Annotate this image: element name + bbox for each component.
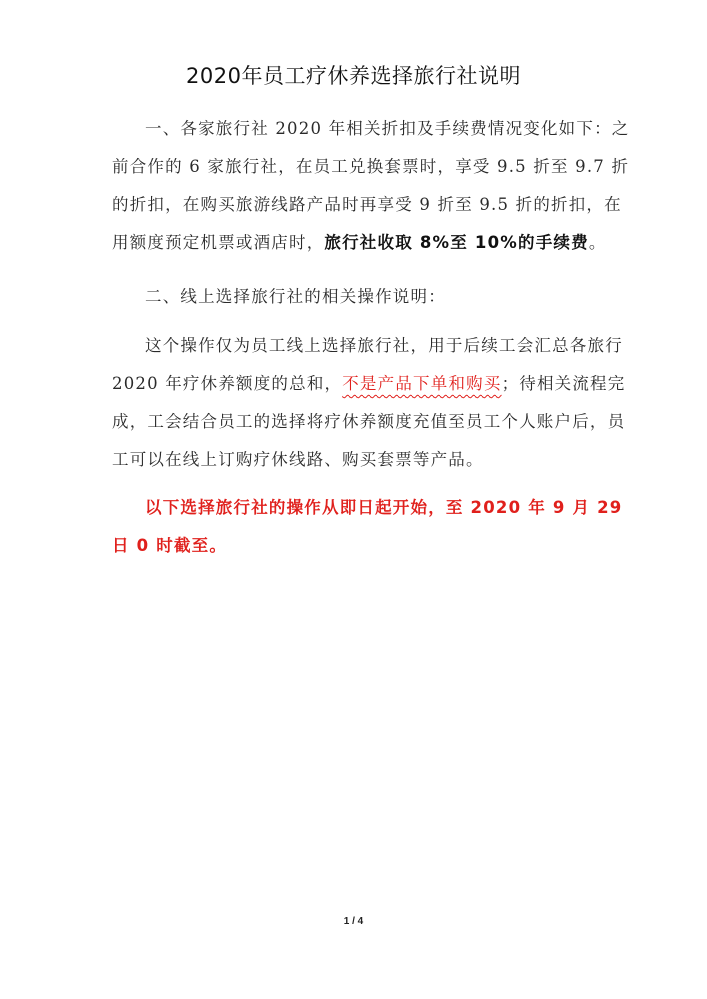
section-1-end: 。	[588, 233, 607, 252]
section-2-heading: 二、线上选择旅行社的相关操作说明：	[145, 287, 446, 306]
section-3-text-before: 这个操作仅为员工线上选择旅行社，用于后续工会汇总各旅行 2020 年疗休养额度的总和，	[112, 336, 623, 393]
section-3-paragraph	[112, 327, 634, 479]
section-1-paragraph	[112, 110, 634, 262]
section-3-text-after: ；待相关流程完成，工会结合员工的选择将疗休养额度充值至员工个人账户后，员工可以在线上订购疗休线路、购买套票等产品。	[112, 374, 626, 469]
not-order-highlight: 不是产品下单和购买	[342, 374, 502, 393]
fee-emphasis: 旅行社收取 8%至 10%的手续费	[324, 233, 589, 252]
section-1-text: 一、各家旅行社 2020 年相关折扣及手续费情况变化如下：之前合作的 6 家旅行社，在员工兑换套票时，享受 9.5 折至 9.7 折的折扣，在购买旅游线路产品时再享受 9 折至 9.5 折的折扣，在用额度预定机票或酒店时，	[112, 119, 630, 252]
deadline-notice: 以下选择旅行社的操作从即日起开始，至 2020 年 9 月 29 日 0 时截至。	[112, 498, 623, 555]
page-number: 1 / 4	[343, 916, 364, 927]
document-title: 2020年员工疗休养选择旅行社说明	[186, 64, 521, 88]
